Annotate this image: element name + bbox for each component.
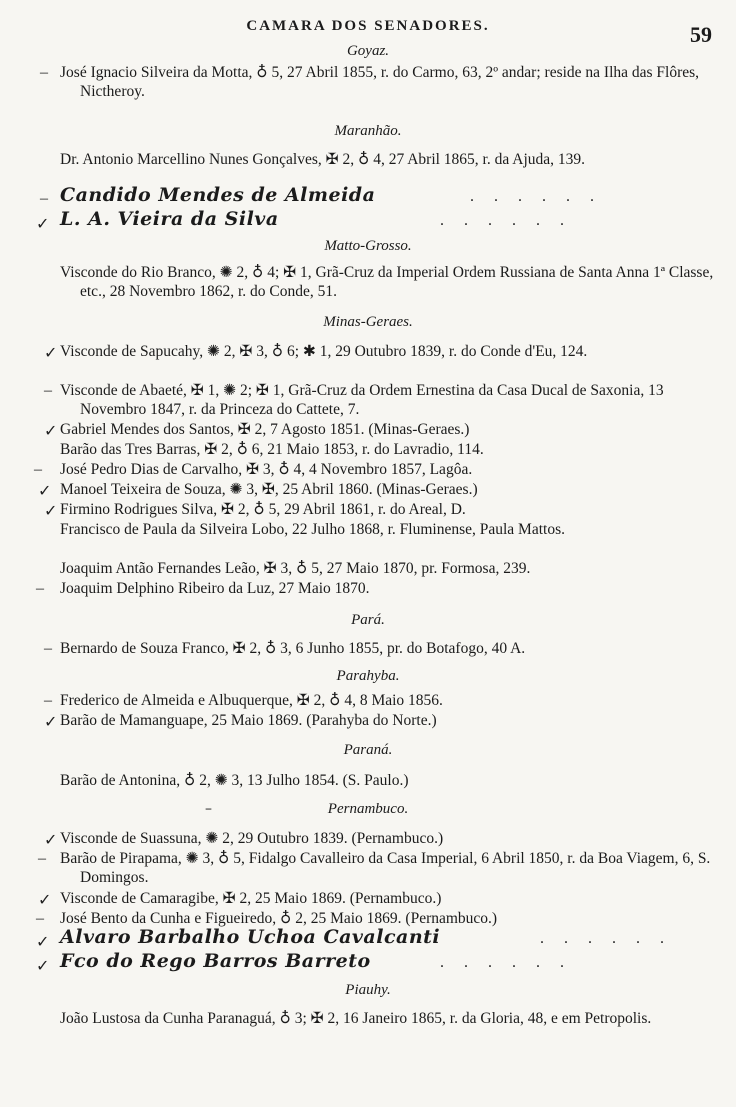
section-piauhy: Piauhy. xyxy=(345,982,391,998)
margin-tick: ✓ xyxy=(36,958,50,975)
margin-dash: – xyxy=(36,580,44,597)
entry-pernambuco-4: José Bento da Cunha e Figueiredo, ♁ 2, 25 Maio 1869. (Pernambuco.) xyxy=(60,910,498,927)
section-para: Pará. xyxy=(351,612,385,628)
leader-dots: . . . . . . xyxy=(440,212,572,229)
margin-dash: – xyxy=(40,190,48,207)
entry-minas-4: Barão das Tres Barras, ✠ 2, ♁ 6, 21 Maio 1853, r. do Lavradio, 114. xyxy=(60,441,484,458)
handwritten-maranhao-1: Candido Mendes de Almeida xyxy=(60,184,376,206)
margin-tick: ✓ xyxy=(36,934,50,951)
entry-goyaz-1: José Ignacio Silveira da Motta, ♁ 5, 27 Abril 1855, r. do Carmo, 63, 2º andar; reside na Ilha das Flôres, Nictheroy. xyxy=(60,64,700,100)
margin-tick: ✓ xyxy=(44,345,58,362)
section-maranhao: Maranhão. xyxy=(334,123,402,139)
entry-minas-10: Joaquim Delphino Ribeiro da Luz, 27 Maio 1870. xyxy=(60,580,370,597)
handwritten-pernambuco-1: Alvaro Barbalho Uchoa Cavalcanti xyxy=(60,926,441,948)
margin-dash: – xyxy=(44,640,52,657)
entry-parahyba-1: Frederico de Almeida e Albuquerque, ✠ 2, ♁ 4, 8 Maio 1856. xyxy=(60,692,443,709)
entry-minas-6: Manoel Teixeira de Souza, ✺ 3, ✠, 25 Abril 1860. (Minas-Geraes.) xyxy=(60,481,478,498)
entry-pernambuco-2: Barão de Pirapama, ✺ 3, ♁ 5, Fidalgo Cavalleiro da Casa Imperial, 6 Abril 1850, r. da Boa Viagem, 6, S. Domingos. xyxy=(60,850,711,886)
page-header: CAMARA DOS SENADORES. xyxy=(246,18,490,34)
margin-tick: ✓ xyxy=(44,832,58,849)
entry-matto-1: Visconde do Rio Branco, ✺ 2, ♁ 4; ✠ 1, Grã-Cruz da Imperial Ordem Russiana de Santa Anna 1ª Classe, etc., 28 Novembro 1862, r. do Conde, 51. xyxy=(60,264,714,300)
entry-minas-1: Visconde de Sapucahy, ✺ 2, ✠ 3, ♁ 6; ✱ 1, 29 Outubro 1839, r. do Conde d'Eu, 124. xyxy=(60,343,588,360)
handwritten-pernambuco-2: Fco do Rego Barros Barreto xyxy=(60,950,371,972)
section-parana: Paraná. xyxy=(343,742,393,758)
leader-dots: . . . . . . xyxy=(440,954,572,971)
entry-minas-7: Firmino Rodrigues Silva, ✠ 2, ♁ 5, 29 Abril 1861, r. do Areal, D. xyxy=(60,501,466,518)
entry-piauhy-1: João Lustosa da Cunha Paranaguá, ♁ 3; ✠ 2, 16 Janeiro 1865, r. da Gloria, 48, e em Petropolis. xyxy=(60,1010,652,1027)
entry-minas-2: Visconde de Abaeté, ✠ 1, ✺ 2; ✠ 1, Grã-Cruz da Ordem Ernestina da Casa Ducal de Saxonia, 13 Novembro 1847, r. da Princeza do Cattete, 7. xyxy=(60,382,664,418)
margin-dash: – xyxy=(40,64,48,81)
entry-parahyba-2: Barão de Mamanguape, 25 Maio 1869. (Parahyba do Norte.) xyxy=(60,712,437,729)
section-matto-grosso: Matto-Grosso. xyxy=(324,238,412,254)
section-pernambuco: Pernambuco. xyxy=(327,801,409,817)
margin-dash: – xyxy=(44,382,52,399)
entry-parana-1: Barão de Antonina, ♁ 2, ✺ 3, 13 Julho 1854. (S. Paulo.) xyxy=(60,772,409,789)
margin-dash: – xyxy=(44,692,52,709)
section-parahyba: Parahyba. xyxy=(336,668,400,684)
margin-dash: – xyxy=(38,850,46,867)
entry-maranhao-1: Dr. Antonio Marcellino Nunes Gonçalves, ✠ 2, ♁ 4, 27 Abril 1865, r. da Ajuda, 139. xyxy=(60,151,586,168)
separator-dash: – xyxy=(205,801,212,817)
leader-dots: . . . . . . xyxy=(470,188,602,205)
margin-dash: – xyxy=(36,910,44,927)
margin-tick: ✓ xyxy=(36,216,50,233)
handwritten-maranhao-2: L. A. Vieira da Silva xyxy=(60,208,279,230)
section-goyaz: Goyaz. xyxy=(346,43,390,59)
page-number: 59 xyxy=(690,22,712,47)
margin-tick: ✓ xyxy=(44,714,58,731)
entry-minas-5: José Pedro Dias de Carvalho, ✠ 3, ♁ 4, 4 Novembro 1857, Lagôa. xyxy=(60,461,473,478)
entry-minas-8: Francisco de Paula da Silveira Lobo, 22 Julho 1868, r. Fluminense, Paula Mattos. xyxy=(60,521,565,538)
margin-tick: ✓ xyxy=(44,423,58,440)
margin-dash: – xyxy=(34,461,42,478)
entry-minas-9: Joaquim Antão Fernandes Leão, ✠ 3, ♁ 5, 27 Maio 1870, pr. Formosa, 239. xyxy=(60,560,531,577)
entry-para-1: Bernardo de Souza Franco, ✠ 2, ♁ 3, 6 Junho 1855, pr. do Botafogo, 40 A. xyxy=(60,640,526,657)
entry-minas-3: Gabriel Mendes dos Santos, ✠ 2, 7 Agosto 1851. (Minas-Geraes.) xyxy=(60,421,470,438)
entry-pernambuco-1: Visconde de Suassuna, ✺ 2, 29 Outubro 1839. (Pernambuco.) xyxy=(60,830,444,847)
margin-tick: ✓ xyxy=(38,892,52,909)
entry-pernambuco-3: Visconde de Camaragibe, ✠ 2, 25 Maio 1869. (Pernambuco.) xyxy=(60,890,442,907)
margin-tick: ✓ xyxy=(44,503,58,520)
margin-tick: ✓ xyxy=(38,483,52,500)
leader-dots: . . . . . . xyxy=(540,930,672,947)
section-minas-geraes: Minas-Geraes. xyxy=(323,314,413,330)
